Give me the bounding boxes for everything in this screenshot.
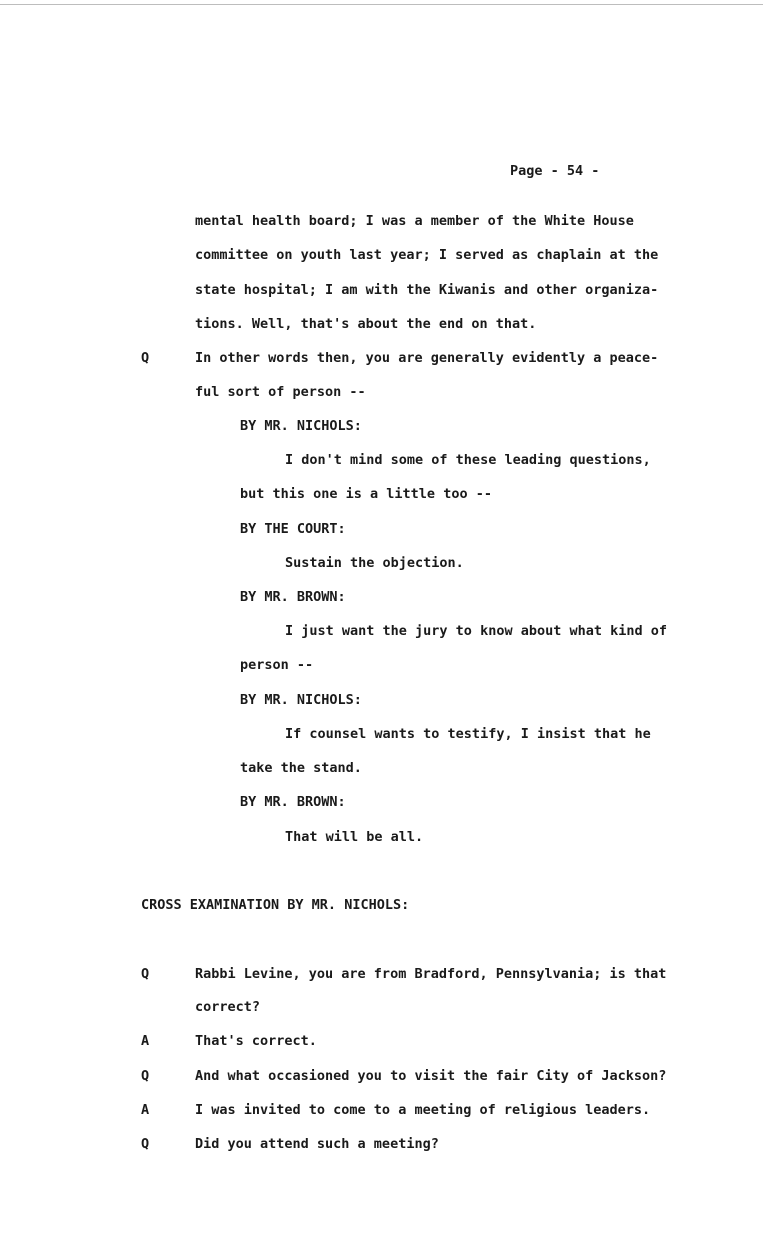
transcript-line: correct? [195, 999, 261, 1015]
transcript-line: ful sort of person -- [195, 384, 366, 400]
transcript-line: mental health board; I was a member of the White House [195, 213, 634, 229]
question-marker: Q [141, 966, 150, 982]
transcript-line: I just want the jury to know about what kind of [285, 623, 668, 639]
transcript-line: That will be all. [285, 829, 424, 845]
speaker-heading: BY MR. BROWN: [240, 794, 346, 810]
transcript-line: I don't mind some of these leading questions, [285, 452, 651, 468]
question-marker: Q [141, 1136, 150, 1152]
question-marker: Q [141, 1068, 150, 1084]
transcript-line: And what occasioned you to visit the fair City of Jackson? [195, 1068, 667, 1084]
speaker-heading: BY MR. NICHOLS: [240, 418, 362, 434]
speaker-heading: BY MR. BROWN: [240, 589, 346, 605]
speaker-heading: BY THE COURT: [240, 521, 346, 537]
page-number: Page - 54 - [510, 163, 600, 179]
transcript-line: but this one is a little too -- [240, 486, 492, 502]
transcript-line: Rabbi Levine, you are from Bradford, Pennsylvania; is that [195, 966, 667, 982]
answer-marker: A [141, 1033, 150, 1049]
transcript-line: Did you attend such a meeting? [195, 1136, 439, 1152]
transcript-line: If counsel wants to testify, I insist that he [285, 726, 651, 742]
transcript-line: person -- [240, 657, 314, 673]
section-heading: CROSS EXAMINATION BY MR. NICHOLS: [141, 897, 410, 913]
transcript-line: committee on youth last year; I served as chaplain at the [195, 247, 659, 263]
transcript-line: In other words then, you are generally evidently a peace- [195, 350, 659, 366]
transcript-line: tions. Well, that's about the end on that. [195, 316, 537, 332]
transcript-line: Sustain the objection. [285, 555, 464, 571]
answer-marker: A [141, 1102, 150, 1118]
transcript-line: That's correct. [195, 1033, 317, 1049]
page-top-rule [0, 4, 763, 5]
question-marker: Q [141, 350, 150, 366]
transcript-line: take the stand. [240, 760, 362, 776]
speaker-heading: BY MR. NICHOLS: [240, 692, 362, 708]
transcript-line: I was invited to come to a meeting of religious leaders. [195, 1102, 651, 1118]
transcript-line: state hospital; I am with the Kiwanis and other organiza- [195, 282, 659, 298]
